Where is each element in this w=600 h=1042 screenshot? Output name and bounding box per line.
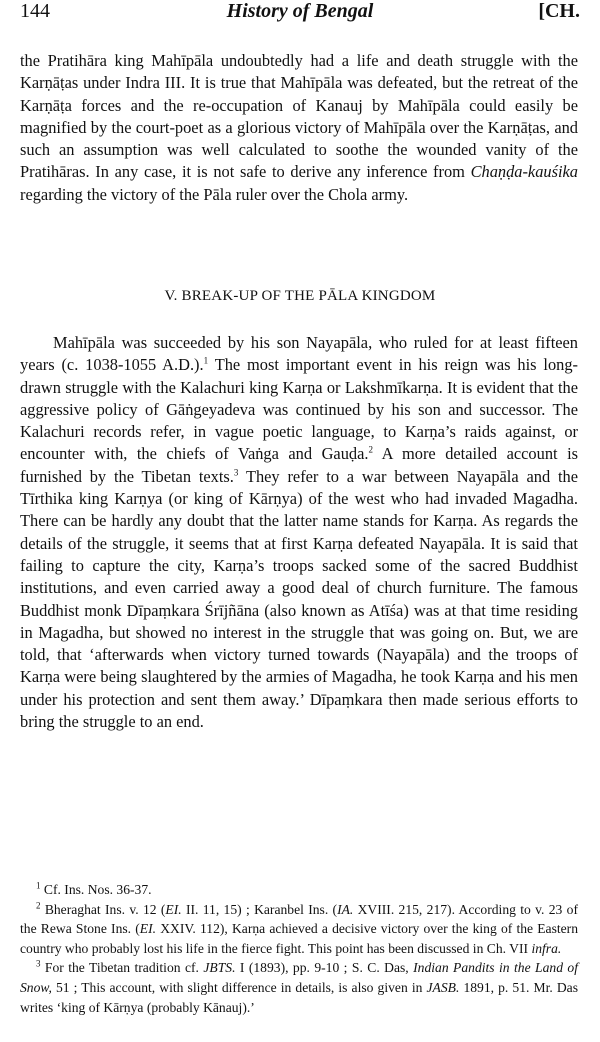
journal-abbrev: EI.: [139, 921, 157, 937]
footnote-marker: 3: [36, 958, 41, 969]
paragraph-tail: regarding the victory of the Pāla ruler over the Chola army.: [20, 184, 409, 204]
footnote-marker: 1: [36, 880, 41, 891]
footnote-text: XVIII. 215, 217). According to v. 23 of the Rewa Stone Ins. (: [20, 901, 578, 937]
journal-abbrev: JASB.: [426, 979, 460, 995]
paragraph-main: [20, 332, 578, 733]
footnote-ref[interactable]: 1: [203, 355, 209, 366]
footnote-text: Cf. Ins. Nos. 36-37.: [40, 882, 152, 897]
sentence: The most important event in his reign was his long-drawn struggle with the Kalachuri king Karṇa or Lakshmīkarṇa. It is evident that the aggressive policy of Gāṅgeyadeva was continued by his son and successor. The Kalachuri records refer, in vague poetic language, to Karṇa’s raids against, or encounter with, the chiefs of Vaṅga and Gauḍa.: [20, 355, 578, 464]
footnote-text: 51 ; This account, with slight difference in details, is also given in: [51, 979, 427, 995]
sentence: They refer to a war between Nayapāla and the Tīrthika king Karṇya (or king of Kārṇya) of the west who had invaded Magadha. There can be hardly any doubt that the latter name stands for Karṇa. As regards the details of the struggle, it seems that at first Karṇa defeated Nayapāla. It is said that failing to capture the city, Karṇa’s troops sacked some of the sacred Buddhist institutions, and even carried away a good deal of church furniture. The famous Buddhist monk Dīpaṃkara Śrījñāna (also known as Atīśa) was at that time residing in Magadha, but showed no interest in the struggle that was going on. But, we are told, that ‘afterwards when victory turned towards (Nayapāla) and the troops of Karṇa were being slaughtered by the armies of Magadha, he took Karṇa and his men under his protection and sent them away.’ Dīpaṃkara then made serious efforts to bring the struggle to an end.: [20, 466, 578, 732]
footnote-text: Bheraghat Ins. v. 12 (: [40, 901, 166, 917]
running-title: History of Bengal: [226, 0, 374, 22]
journal-abbrev: IA.: [337, 901, 354, 917]
footnote-text: 1891, p. 51. Mr. Das writes ‘king of Kārṇya (probably Kānauj).’: [20, 979, 578, 1015]
latin-term: infra.: [531, 940, 562, 956]
sentence: A more detailed account is furnished by the Tibetan texts.: [20, 444, 579, 486]
footnote-ref[interactable]: 3: [233, 467, 239, 478]
journal-abbrev: EI.: [165, 901, 182, 917]
page-number: 144: [20, 0, 50, 22]
footnote-text: For the Tibetan tradition cf.: [40, 960, 204, 976]
paragraph-continuation: [20, 50, 578, 206]
chapter-mark: [CH.: [538, 0, 580, 22]
footnote-1: [20, 880, 578, 900]
footnote-text: XXIV. 112), Karṇa achieved a decisive victory over the king of the Eastern country who probably lost his life in the fierce fight. This point has been discussed in Ch. VII: [20, 921, 578, 956]
footnote-marker: 2: [36, 900, 41, 911]
paragraph-text: [20, 332, 578, 733]
page-header: [0, 0, 600, 30]
footnote-3: [20, 958, 578, 1017]
section-heading: V. BREAK-UP OF THE PĀLA KINGDOM: [164, 288, 436, 304]
sentence: Mahīpāla was succeeded by his son Nayapāla, who ruled for at least fifteen years (c. 1038-1055 A.D.).: [20, 333, 578, 375]
footnote-2: [20, 900, 578, 959]
paragraph-text: [20, 50, 578, 206]
footnote-text: I (1893), pp. 9-10 ; S. C. Das,: [235, 960, 414, 976]
footnote-text: II. 11, 15) ; Karanbel Ins. (: [181, 901, 338, 917]
work-title: Chaṇḍa-kauśika: [470, 162, 578, 182]
paragraph-body: the Pratihāra king Mahīpāla undoubtedly had a life and death struggle with the Karṇāṭas under Indra III. It is true that Mahīpāla was defeated, but the retreat of the Karṇāṭa forces and the re-occupation of Kanauj by Mahīpāla could easily be magnified by the court-poet as a glorious victory of Mahīpāla over the Karṇāṭas, and such an assumption was well calculated to soothe the wounded vanity of the Pratihāras. In any case, it is not safe to derive any inference from: [20, 51, 578, 182]
footnotes: [20, 880, 578, 1017]
footnote-ref[interactable]: 2: [368, 445, 373, 456]
book-title: Indian Pandits in the Land of Snow,: [20, 960, 578, 995]
journal-abbrev: JBTS.: [203, 960, 236, 976]
